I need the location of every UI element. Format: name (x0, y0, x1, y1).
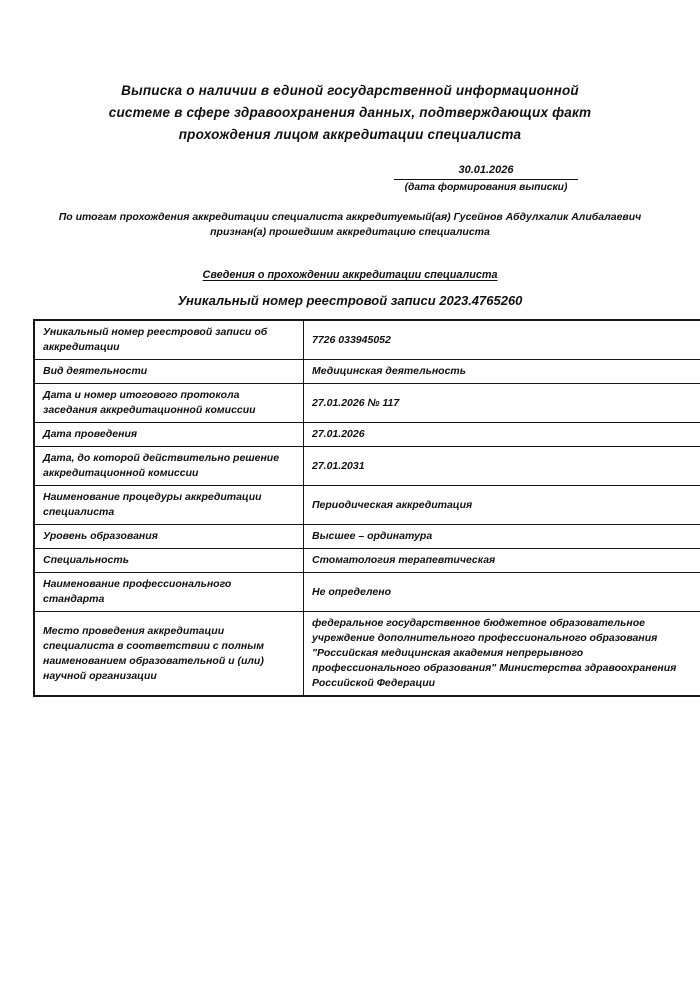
row-value-cell: 7726 033945052 (304, 320, 700, 360)
document-title-line: Выписка о наличии в единой государственной информационной (121, 83, 579, 98)
row-label-cell: Место проведения аккредитации специалиста в соответствии с полным наименованием образовательной и (или) научной организации (34, 612, 304, 697)
document-title (0, 0, 700, 146)
document-title-line: системе в сфере здравоохранения данных, подтверждающих факт (108, 105, 592, 120)
statement-paragraph (0, 210, 700, 240)
table-row (34, 486, 700, 525)
accreditation-table (33, 319, 700, 697)
row-value-cell: Медицинская деятельность (304, 360, 700, 384)
table-row (34, 612, 700, 697)
registry-number-heading: Уникальный номер реестровой записи 2023.4765260 (177, 293, 523, 308)
row-value-cell: 27.01.2031 (304, 447, 700, 486)
row-label-cell: Уникальный номер реестровой записи об аккредитации (34, 320, 304, 360)
issue-date-block (394, 163, 578, 194)
row-label-cell: Уровень образования (34, 525, 304, 549)
section-heading: Сведения о прохождении аккредитации специалиста (202, 269, 498, 281)
row-value-cell: Высшее – ординатура (304, 525, 700, 549)
row-value-cell: федеральное государственное бюджетное образовательное учреждение дополнительного профессионального образования "Российская медицинская академия непрерывного профессионального образования" Министерства здравоохранения Российской Федерации (304, 612, 700, 697)
table-row (34, 384, 700, 423)
row-label-cell: Дата, до которой действительно решение аккредитационной комиссии (34, 447, 304, 486)
table-row (34, 573, 700, 612)
table-row (34, 360, 700, 384)
row-label-cell: Наименование профессионального стандарта (34, 573, 304, 612)
row-label-cell: Специальность (34, 549, 304, 573)
table-row (34, 525, 700, 549)
statement-line: По итогам прохождения аккредитации специалиста аккредитуемый(ая) Гусейнов Абдулхалик Алибалаевич (58, 211, 642, 223)
row-label-cell: Дата и номер итогового протокола заседания аккредитационной комиссии (34, 384, 304, 423)
row-value-cell: Периодическая аккредитация (304, 486, 700, 525)
row-value-cell: 27.01.2026 № 117 (304, 384, 700, 423)
statement-line: признан(а) прошедшим аккредитацию специалиста (210, 226, 490, 238)
row-value-cell: Не определено (304, 573, 700, 612)
table-row (34, 423, 700, 447)
row-value-cell: 27.01.2026 (304, 423, 700, 447)
document-title-line: прохождения лицом аккредитации специалиста (178, 127, 522, 142)
row-value-cell: Стоматология терапевтическая (304, 549, 700, 573)
issue-date: 30.01.2026 (394, 163, 578, 180)
issue-date-caption: (дата формирования выписки) (404, 182, 568, 193)
row-label-cell: Дата проведения (34, 423, 304, 447)
row-label-cell: Вид деятельности (34, 360, 304, 384)
row-label-cell: Наименование процедуры аккредитации специалиста (34, 486, 304, 525)
table-row (34, 549, 700, 573)
table-row (34, 447, 700, 486)
accreditation-table-body (34, 320, 700, 696)
table-row (34, 320, 700, 360)
